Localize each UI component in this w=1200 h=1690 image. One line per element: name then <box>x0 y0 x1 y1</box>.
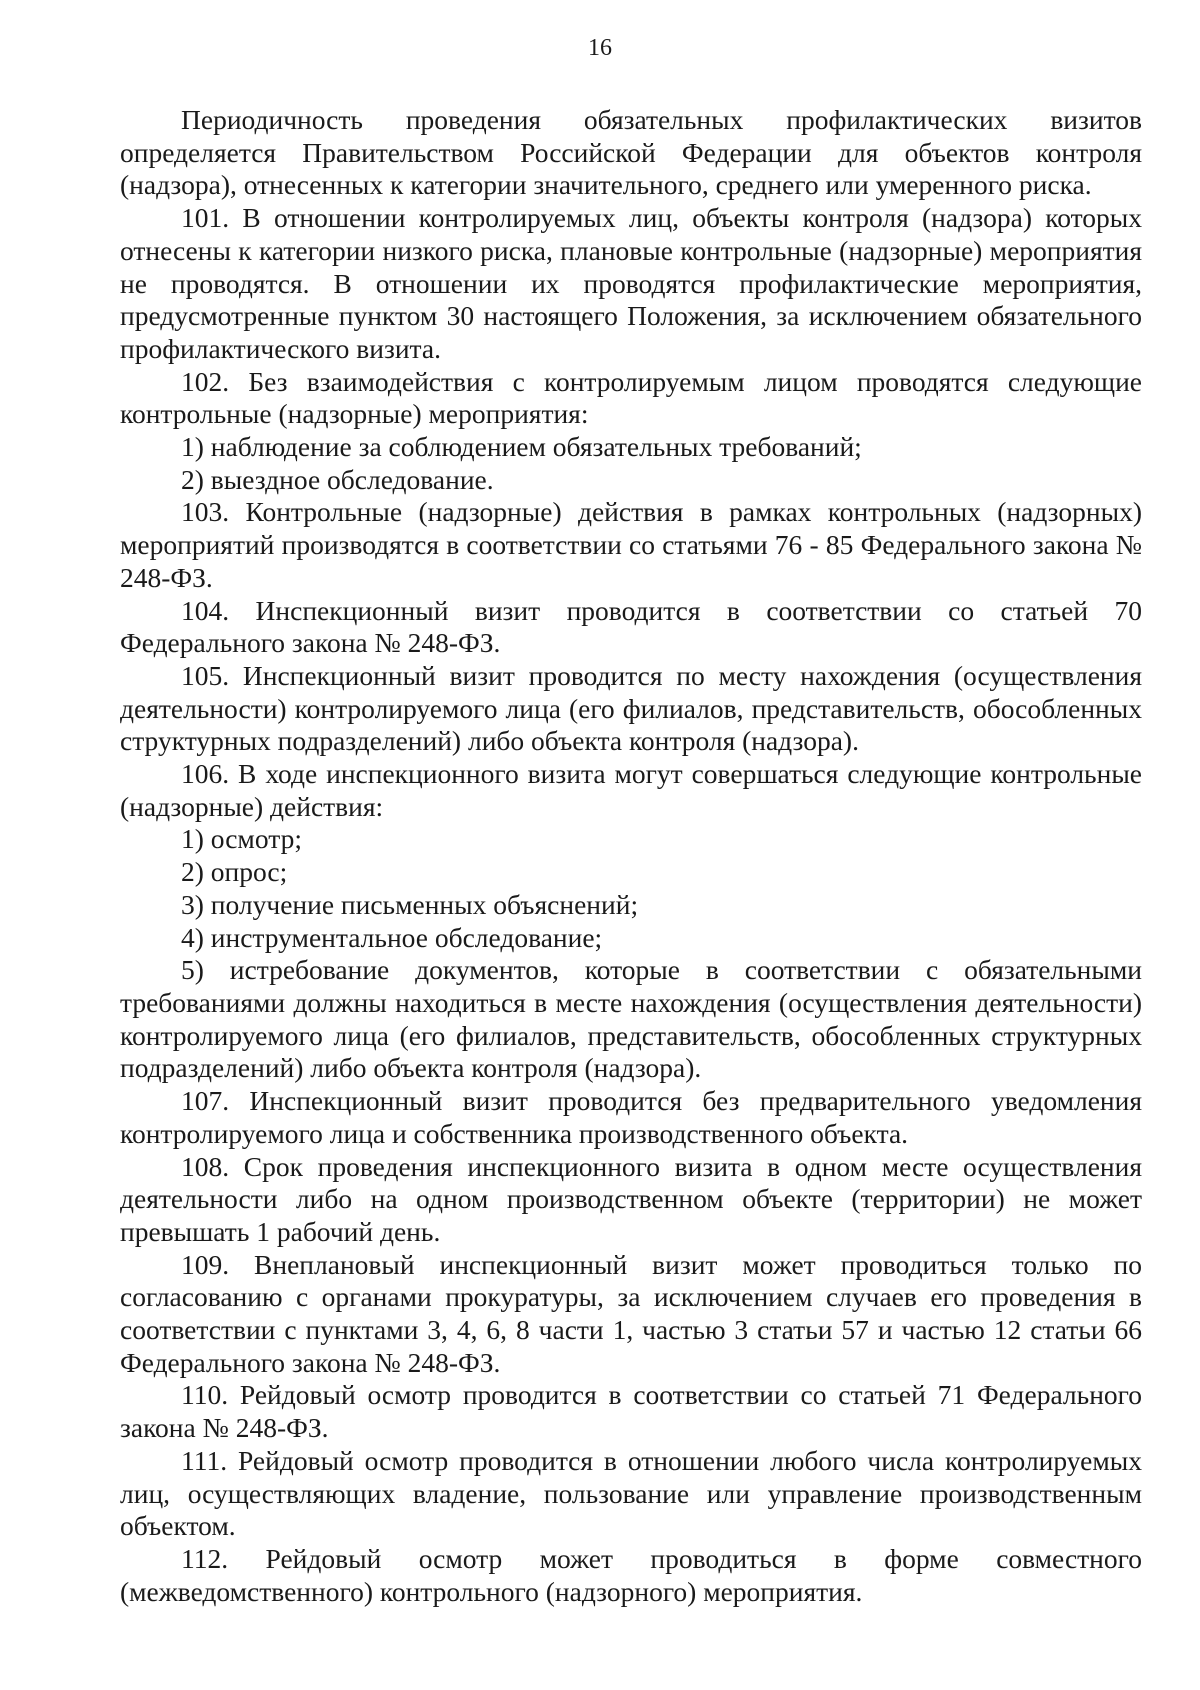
list-item: 5) истребование документов, которые в соответствии с обязательными требованиями должны находиться в месте нахождения (осуществления деятельности) контролируемого лица (его филиалов, представительств, обособленных структурных подразделений) либо объекта контроля (надзора). <box>120 954 1142 1084</box>
list-item: 1) осмотр; <box>181 823 302 855</box>
paragraph-111: 111. Рейдовый осмотр проводится в отношении любого числа контролируемых лиц, осуществляющих владение, пользование или управление производственным объектом. <box>120 1444 1142 1542</box>
paragraph-104: 104. Инспекционный визит проводится в соответствии со статьей 70 Федерального закона № 248-ФЗ. <box>120 594 1142 659</box>
list-item: 2) выездное обследование. <box>181 463 494 495</box>
paragraph-108: 108. Срок проведения инспекционного визита в одном месте осуществления деятельности либо на одном производственном объекте (территории) не может превышать 1 рабочий день. <box>120 1150 1142 1247</box>
paragraph-112: 112. Рейдовый осмотр может проводиться в форме совместного (межведомственного) контрольного (надзорного) мероприятия. <box>120 1542 1142 1607</box>
document-body <box>120 104 1142 1608</box>
paragraph-101: 101. В отношении контролируемых лиц, объекты контроля (надзора) которых отнесены к категории низкого риска, плановые контрольные (надзорные) мероприятия не проводятся. В отношении их проводятся профилактические мероприятия, предусмотренные пунктом 30 настоящего Положения, за исключением обязательного профилактического визита. <box>120 202 1142 364</box>
list-item: 1) наблюдение за соблюдением обязательных требований; <box>181 431 862 463</box>
list-item: 2) опрос; <box>181 856 288 888</box>
paragraph-105: 105. Инспекционный визит проводится по месту нахождения (осуществления деятельности) контролируемого лица (его филиалов, представительств, обособленных структурных подразделений) либо объекта контроля (надзора). <box>120 659 1142 757</box>
paragraph-102: 102. Без взаимодействия с контролируемым лицом проводятся следующие контрольные (надзорные) мероприятия: <box>120 365 1142 430</box>
paragraph-103: 103. Контрольные (надзорные) действия в рамках контрольных (надзорных) мероприятий производятся в соответствии со статьями 76 - 85 Федерального закона № 248-ФЗ. <box>120 496 1142 593</box>
paragraph-109: 109. Внеплановый инспекционный визит может проводиться только по согласованию с органами прокуратуры, за исключением случаев его проведения в соответствии с пунктами 3, 4, 6, 8 части 1, частью 3 статьи 57 и частью 12 статьи 66 Федерального закона № 248-ФЗ. <box>120 1248 1142 1378</box>
paragraph: Периодичность проведения обязательных профилактических визитов определяется Правительством Российской Федерации для объектов контроля (надзора), отнесенных к категории значительного, среднего или умеренного риска. <box>120 104 1142 201</box>
page-number: 16 <box>588 35 612 61</box>
paragraph-106: 106. В ходе инспекционного визита могут совершаться следующие контрольные (надзорные) действия: <box>120 758 1142 822</box>
list-item: 3) получение письменных объяснений; <box>181 888 639 920</box>
paragraph-107: 107. Инспекционный визит проводится без предварительного уведомления контролируемого лица и собственника производственного объекта. <box>120 1085 1142 1149</box>
list-item: 4) инструментальное обследование; <box>181 921 603 953</box>
paragraph-110: 110. Рейдовый осмотр проводится в соответствии со статьей 71 Федерального закона № 248-ФЗ. <box>120 1379 1142 1444</box>
